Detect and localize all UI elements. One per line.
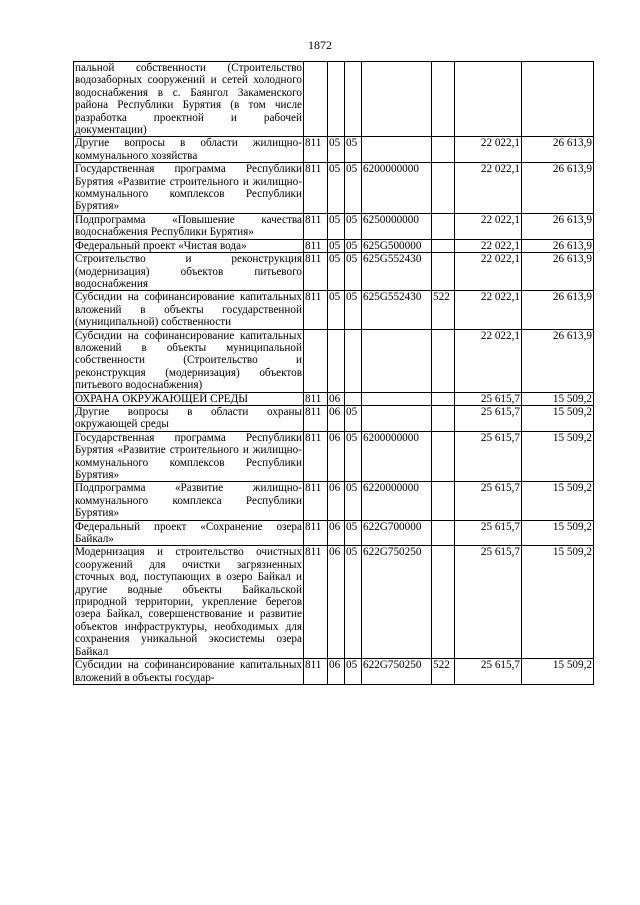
amount-year-2: 15 509,2 [522, 431, 594, 482]
table-row [74, 431, 594, 482]
table-row [74, 291, 594, 329]
subsection-code: 05 [345, 520, 362, 546]
target-code: 625G552430 [362, 291, 432, 329]
section-code [328, 62, 345, 137]
amount-year-2 [522, 62, 594, 137]
table-row [74, 253, 594, 291]
subsection-code: 05 [345, 482, 362, 520]
subsection-code [345, 329, 362, 392]
amount-year-2: 26 613,9 [522, 163, 594, 214]
amount-year-1 [455, 62, 522, 137]
target-code [362, 62, 432, 137]
row-name: Федеральный проект «Чистая вода» [74, 239, 304, 252]
section-code: 05 [328, 213, 345, 239]
amount-year-2: 26 613,9 [522, 137, 594, 163]
row-name: Другие вопросы в области жилищно-коммунального хозяйства [75, 137, 302, 162]
subsection-code: 05 [345, 253, 362, 291]
row-name: пальной собственности (Строительство водозаборных сооружений и сетей холодного водоснабжения в с. Баянгол Закаменского района Республики Бурятия (в том числе разработка проектной и рабочей документации) [75, 62, 302, 137]
section-code: 05 [328, 253, 345, 291]
ministry-code: 811 [304, 213, 328, 239]
ministry-code: 811 [304, 239, 328, 252]
amount-year-1: 25 615,7 [455, 659, 522, 685]
ministry-code: 811 [304, 291, 328, 329]
section-code: 05 [328, 291, 345, 329]
subsection-code: 05 [345, 405, 362, 431]
budget-table [73, 61, 594, 685]
amount-year-1: 25 615,7 [455, 392, 522, 405]
expense-type-code [432, 213, 455, 239]
table-row [74, 163, 594, 214]
amount-year-2: 26 613,9 [522, 329, 594, 392]
amount-year-1: 22 022,1 [455, 137, 522, 163]
expense-type-code [432, 431, 455, 482]
row-name: Другие вопросы в области охраны окружающей среды [75, 405, 302, 431]
ministry-code: 811 [304, 137, 328, 163]
row-name: ОХРАНА ОКРУЖАЮЩЕЙ СРЕДЫ [74, 392, 304, 405]
subsection-code: 05 [345, 137, 362, 163]
expense-type-code [432, 392, 455, 405]
expense-type-code [432, 405, 455, 431]
amount-year-2: 26 613,9 [522, 291, 594, 329]
amount-year-2: 15 509,2 [522, 482, 594, 520]
table-row [74, 329, 594, 392]
table-row [74, 392, 594, 405]
row-name: Государственная программа Республики Бурятия «Развитие строительного и жилищно-коммунального комплексов Республики Бурятия» [75, 431, 302, 481]
section-code [328, 329, 345, 392]
ministry-code [304, 62, 328, 137]
amount-year-2: 15 509,2 [522, 659, 594, 685]
ministry-code: 811 [304, 392, 328, 405]
section-code: 05 [328, 163, 345, 214]
amount-year-1: 22 022,1 [455, 291, 522, 329]
amount-year-2: 26 613,9 [522, 213, 594, 239]
target-code: 6220000000 [362, 482, 432, 520]
row-name: Строительство и реконструкция (модернизация) объектов питьевого водоснабжения [75, 253, 302, 290]
section-code: 05 [328, 239, 345, 252]
target-code: 6250000000 [362, 213, 432, 239]
target-code [362, 329, 432, 392]
amount-year-2: 26 613,9 [522, 239, 594, 252]
target-code: 625G500000 [362, 239, 432, 252]
target-code: 622G700000 [362, 520, 432, 546]
expense-type-code: 522 [432, 291, 455, 329]
amount-year-1: 25 615,7 [455, 520, 522, 546]
expense-type-code [432, 329, 455, 392]
subsection-code: 05 [345, 291, 362, 329]
amount-year-2: 15 509,2 [522, 392, 594, 405]
amount-year-1: 25 615,7 [455, 431, 522, 482]
ministry-code: 811 [304, 431, 328, 482]
row-name: Подпрограмма «Повышение качества водоснабжения Республики Бурятия» [75, 213, 302, 239]
subsection-code [345, 62, 362, 137]
table-row [74, 62, 594, 137]
target-code: 622G750250 [362, 546, 432, 659]
ministry-code: 811 [304, 520, 328, 546]
ministry-code: 811 [304, 659, 328, 685]
amount-year-1: 25 615,7 [455, 546, 522, 659]
amount-year-2: 15 509,2 [522, 546, 594, 659]
target-code: 6200000000 [362, 431, 432, 482]
expense-type-code: 522 [432, 659, 455, 685]
section-code: 06 [328, 482, 345, 520]
amount-year-1: 22 022,1 [455, 163, 522, 214]
subsection-code: 05 [345, 213, 362, 239]
expense-type-code [432, 137, 455, 163]
section-code: 06 [328, 546, 345, 659]
section-code: 06 [328, 659, 345, 685]
row-name: Государственная программа Республики Бурятия «Развитие строительного и жилищно-коммунального комплексов Республики Бурятия» [75, 163, 302, 213]
row-name: Модернизация и строительство очистных сооружений для очистки загрязненных сточных вод, поступающих в озеро Байкал и другие водные объекты Байкальской природной территории, укрепление берегов озера Байкал, совершенствование и развитие объектов инфраструктуры, необходимых для сохранения уникальной экосистемы озера Байкал [75, 546, 302, 658]
ministry-code [304, 329, 328, 392]
target-code [362, 137, 432, 163]
table-row [74, 405, 594, 431]
subsection-code: 05 [345, 163, 362, 214]
table-row [74, 482, 594, 520]
section-code: 06 [328, 405, 345, 431]
amount-year-1: 22 022,1 [455, 253, 522, 291]
row-name: Субсидии на софинансирование капитальных вложений в объекты муниципальной собственности (Строительство и реконструкция (модернизация) объектов питьевого водоснабжения) [75, 329, 302, 392]
amount-year-2: 15 509,2 [522, 405, 594, 431]
table-row [74, 213, 594, 239]
ministry-code: 811 [304, 405, 328, 431]
subsection-code: 05 [345, 431, 362, 482]
expense-type-code [432, 163, 455, 214]
expense-type-code [432, 253, 455, 291]
section-code: 05 [328, 137, 345, 163]
row-name: Субсидии на софинансирование капитальных вложений в объекты государственной (муниципальной) собственности [75, 291, 302, 329]
section-code: 06 [328, 431, 345, 482]
section-code: 06 [328, 392, 345, 405]
expense-type-code [432, 482, 455, 520]
subsection-code: 05 [345, 239, 362, 252]
amount-year-1: 22 022,1 [455, 329, 522, 392]
target-code [362, 392, 432, 405]
table-row [74, 546, 594, 659]
page-number: 1872 [308, 38, 332, 52]
amount-year-2: 15 509,2 [522, 520, 594, 546]
table-row [74, 137, 594, 163]
table-row [74, 659, 594, 685]
subsection-code [345, 392, 362, 405]
row-name: Подпрограмма «Развитие жилищно-коммунального комплекса Республики Бурятия» [75, 482, 302, 520]
row-name: Субсидии на софинансирование капитальных вложений в объекты государ- [75, 659, 302, 684]
amount-year-1: 22 022,1 [455, 213, 522, 239]
amount-year-1: 25 615,7 [455, 482, 522, 520]
ministry-code: 811 [304, 482, 328, 520]
amount-year-1: 22 022,1 [455, 239, 522, 252]
amount-year-2: 26 613,9 [522, 253, 594, 291]
expense-type-code [432, 239, 455, 252]
section-code: 06 [328, 520, 345, 546]
expense-type-code [432, 546, 455, 659]
target-code: 6200000000 [362, 163, 432, 214]
subsection-code: 05 [345, 659, 362, 685]
target-code: 622G750250 [362, 659, 432, 685]
subsection-code: 05 [345, 546, 362, 659]
ministry-code: 811 [304, 253, 328, 291]
table-row [74, 239, 594, 252]
expense-type-code [432, 62, 455, 137]
target-code [362, 405, 432, 431]
expense-type-code [432, 520, 455, 546]
ministry-code: 811 [304, 546, 328, 659]
row-name: Федеральный проект «Сохранение озера Байкал» [75, 520, 302, 546]
table-row [74, 520, 594, 546]
target-code: 625G552430 [362, 253, 432, 291]
ministry-code: 811 [304, 163, 328, 214]
amount-year-1: 25 615,7 [455, 405, 522, 431]
